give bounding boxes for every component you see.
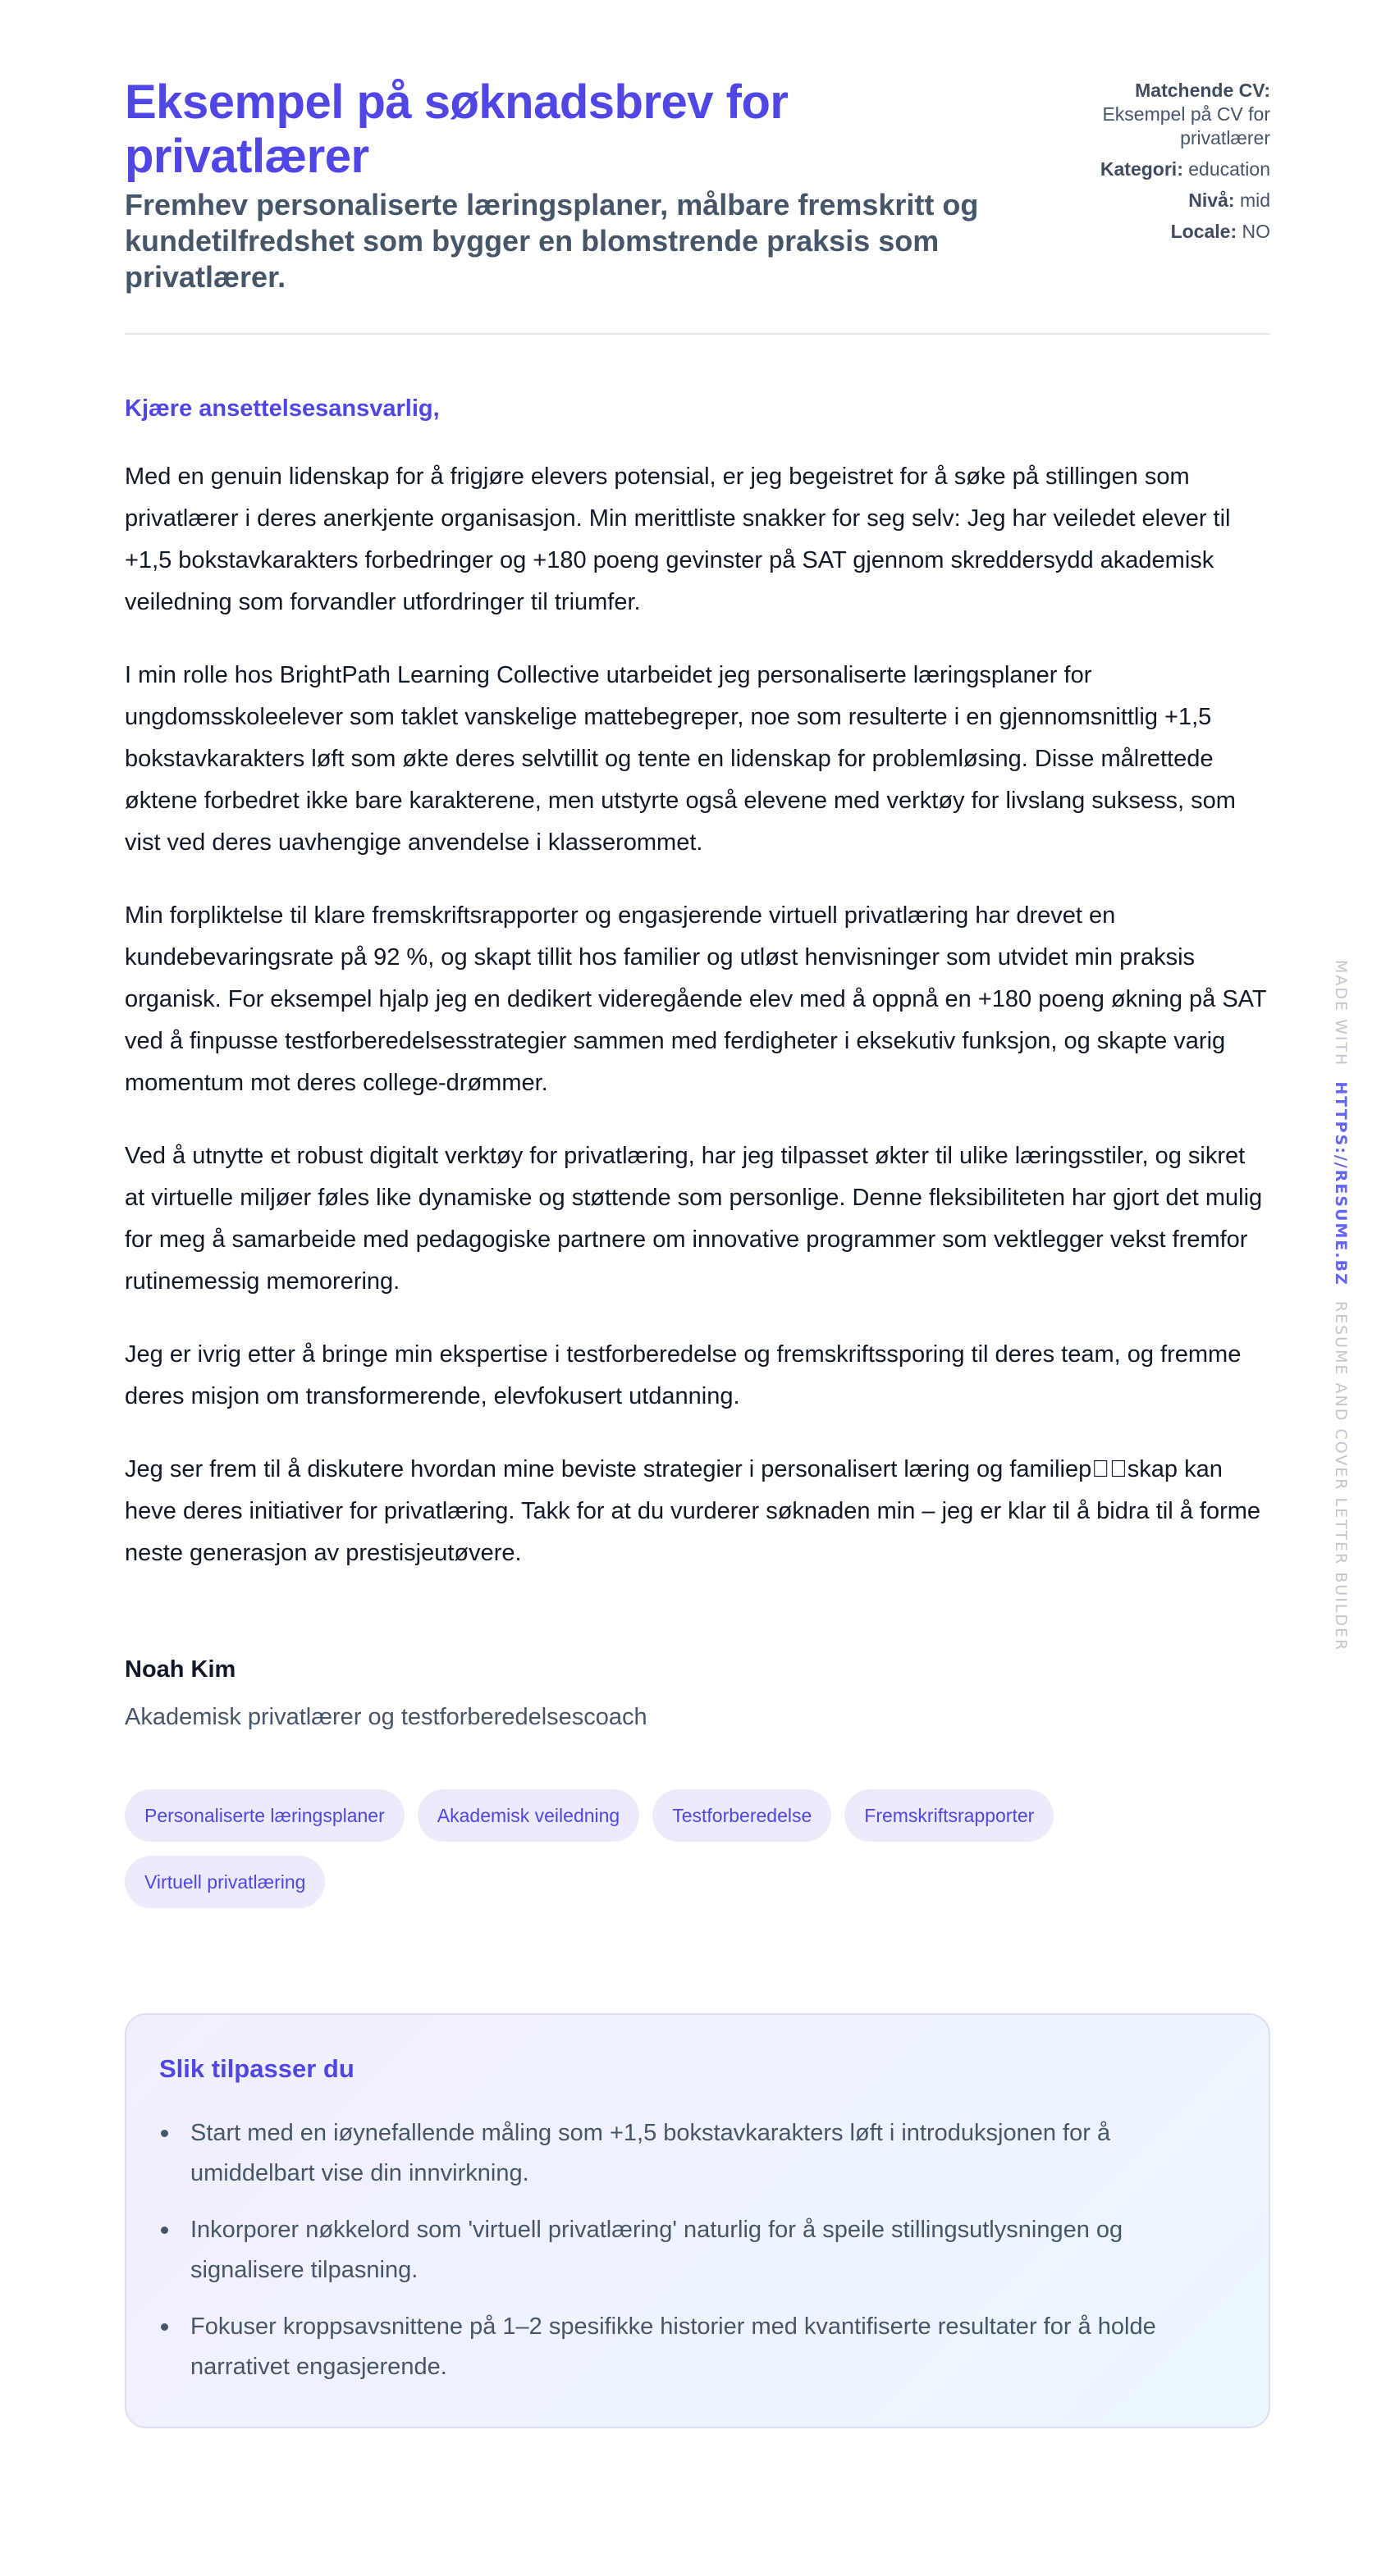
vertical-watermark [1332,960,1350,1652]
keyword-tag: Personaliserte læringsplaner [125,1789,405,1842]
tips-list [159,2113,1236,2387]
meta-category-value: education [1188,158,1270,180]
letter-paragraph: Min forpliktelse til klare fremskriftsrapporter og engasjerende virtuell privatlæring har drevet en kundebevaringsrate på 92 %, og skapt tillit hos familier og utløst henvisninger som utvidet min praksis organisk. For eksempel hjalp jeg en dedikert videregående elev med å oppnå en +180 poeng økning på SAT ved å finpusse testforberedelsesstrategier sammen med ferdigheter i eksekutiv funksjon, og skapte varig momentum mot deres college-drømmer. [125,902,1267,1096]
letter-paragraph: Ved å utnytte et robust digitalt verktøy for privatlæring, har jeg tilpasset økter til ulike læringsstiler, og sikret at virtuelle miljøer føles like dynamiske og støttende som personlige. Denne fleksibiliteten har gjort det mulig for meg å samarbeide med pedagogiske partnere om innovative programmer som vektlegger vekst fremfor rutinemessig memorering. [125,1143,1263,1295]
meta-locale [1041,220,1270,244]
watermark-suffix: RESUME AND COVER LETTER BUILDER [1332,1300,1350,1652]
bullet-icon [161,2227,168,2234]
tips-box [125,2013,1270,2428]
tips-item [159,2113,1236,2194]
tips-item-text: Fokuser kroppsavsnittene på 1–2 spesifikke historier med kvantifiserte resultater for å holde narrativet engasjerende. [190,2313,1156,2380]
watermark-prefix: MADE WITH [1332,960,1350,1067]
tips-item-text: Inkorporer nøkkelord som 'virtuell privatlæring' naturlig for å speile stillingsutlysningen og signalisere tilpasning. [190,2217,1123,2283]
meta-level-label: Nivå: [1188,190,1235,211]
tips-item [159,2210,1236,2291]
keyword-tag: Akademisk veiledning [418,1789,639,1842]
bullet-icon [161,2323,168,2331]
meta-level [1041,189,1270,212]
letter-body [125,392,1270,1574]
keyword-tags [125,1789,1191,1908]
tips-title: Slik tilpasser du [159,2054,354,2083]
meta-matching-cv-value[interactable]: Eksempel på CV for privatlærer [1102,103,1270,148]
keyword-tag: Virtuell privatlæring [125,1856,325,1908]
watermark-link[interactable]: HTTPS://RESUME.BZ [1332,1081,1350,1286]
meta-locale-value: NO [1242,221,1270,242]
meta-matching-cv-label: Matchende CV: [1135,80,1270,101]
page-title: Eksempel på søknadsbrev for privatlærer [125,75,789,183]
letter-paragraph: Jeg er ivrig etter å bringe min ekspertise i testforberedelse og fremskriftssporing til deres team, og fremme deres misjon om transformerende, elevfokusert utdanning. [125,1341,1242,1409]
meta-locale-label: Locale: [1170,221,1237,242]
meta-panel [1041,75,1270,251]
letter-paragraph: I min rolle hos BrightPath Learning Collective utarbeidet jeg personaliserte læringsplaner for ungdomsskoleelever som taklet vanskelige mattebegreper, noe som resulterte i en gjennomsnittlig +1,5 bokstavkarakters løft som økte deres selvtillit og tente en lidenskap for problemløsing. Disse målrettede øktene forbedret ikke bare karakterene, men utstyrte også elevene med verktøy for livslang suksess, som vist ved deres uavhengige anvendelse i klasserommet. [125,662,1236,856]
keyword-tag: Testforberedelse [652,1789,831,1842]
signature-block [125,1653,1270,1733]
meta-category [1041,158,1270,181]
header-titles [125,75,1011,295]
letter-paragraph: Jeg ser frem til å diskutere hvordan mine beviste strategier i personalisert læring og familiep  skap kan heve deres initiativer for privatlæring. Takk for at du vurderer søknaden min – jeg er klar til å bidra til å forme neste generasjon av prestisjeutøvere. [125,1456,1261,1566]
meta-level-value: mid [1239,190,1270,211]
letter-paragraph: Med en genuin lidenskap for å frigjøre elevers potensial, er jeg begeistret for å søke på stillingen som privatlærer i deres anerkjente organisasjon. Min merittliste snakker for seg selv: Jeg har veiledet elever til +1,5 bokstavkarakters forbedringer og +180 poeng gevinster på SAT gjennom skreddersydd akademisk veiledning som forvandler utfordringer til triumfer. [125,464,1231,615]
tips-item [159,2307,1236,2387]
watermark-text [1332,960,1350,1651]
meta-matching-cv [1041,79,1270,150]
page-subtitle: Fremhev personaliserte læringsplaner, målbare fremskritt og kundetilfredshet som bygger en blomstrende praksis som privatlærer. [125,188,979,294]
bullet-icon [161,2130,168,2137]
keyword-tag: Fremskriftsrapporter [844,1789,1054,1842]
meta-category-label: Kategori: [1100,158,1183,180]
letter-greeting: Kjære ansettelsesansvarlig, [125,395,440,422]
page-header [125,75,1270,335]
signature-title: Akademisk privatlærer og testforberedelsescoach [125,1704,647,1730]
tips-item-text: Start med en iøynefallende måling som +1,5 bokstavkarakters løft i introduksjonen for å umiddelbart vise din innvirkning. [190,2120,1111,2186]
signature-name: Noah Kim [125,1656,236,1683]
